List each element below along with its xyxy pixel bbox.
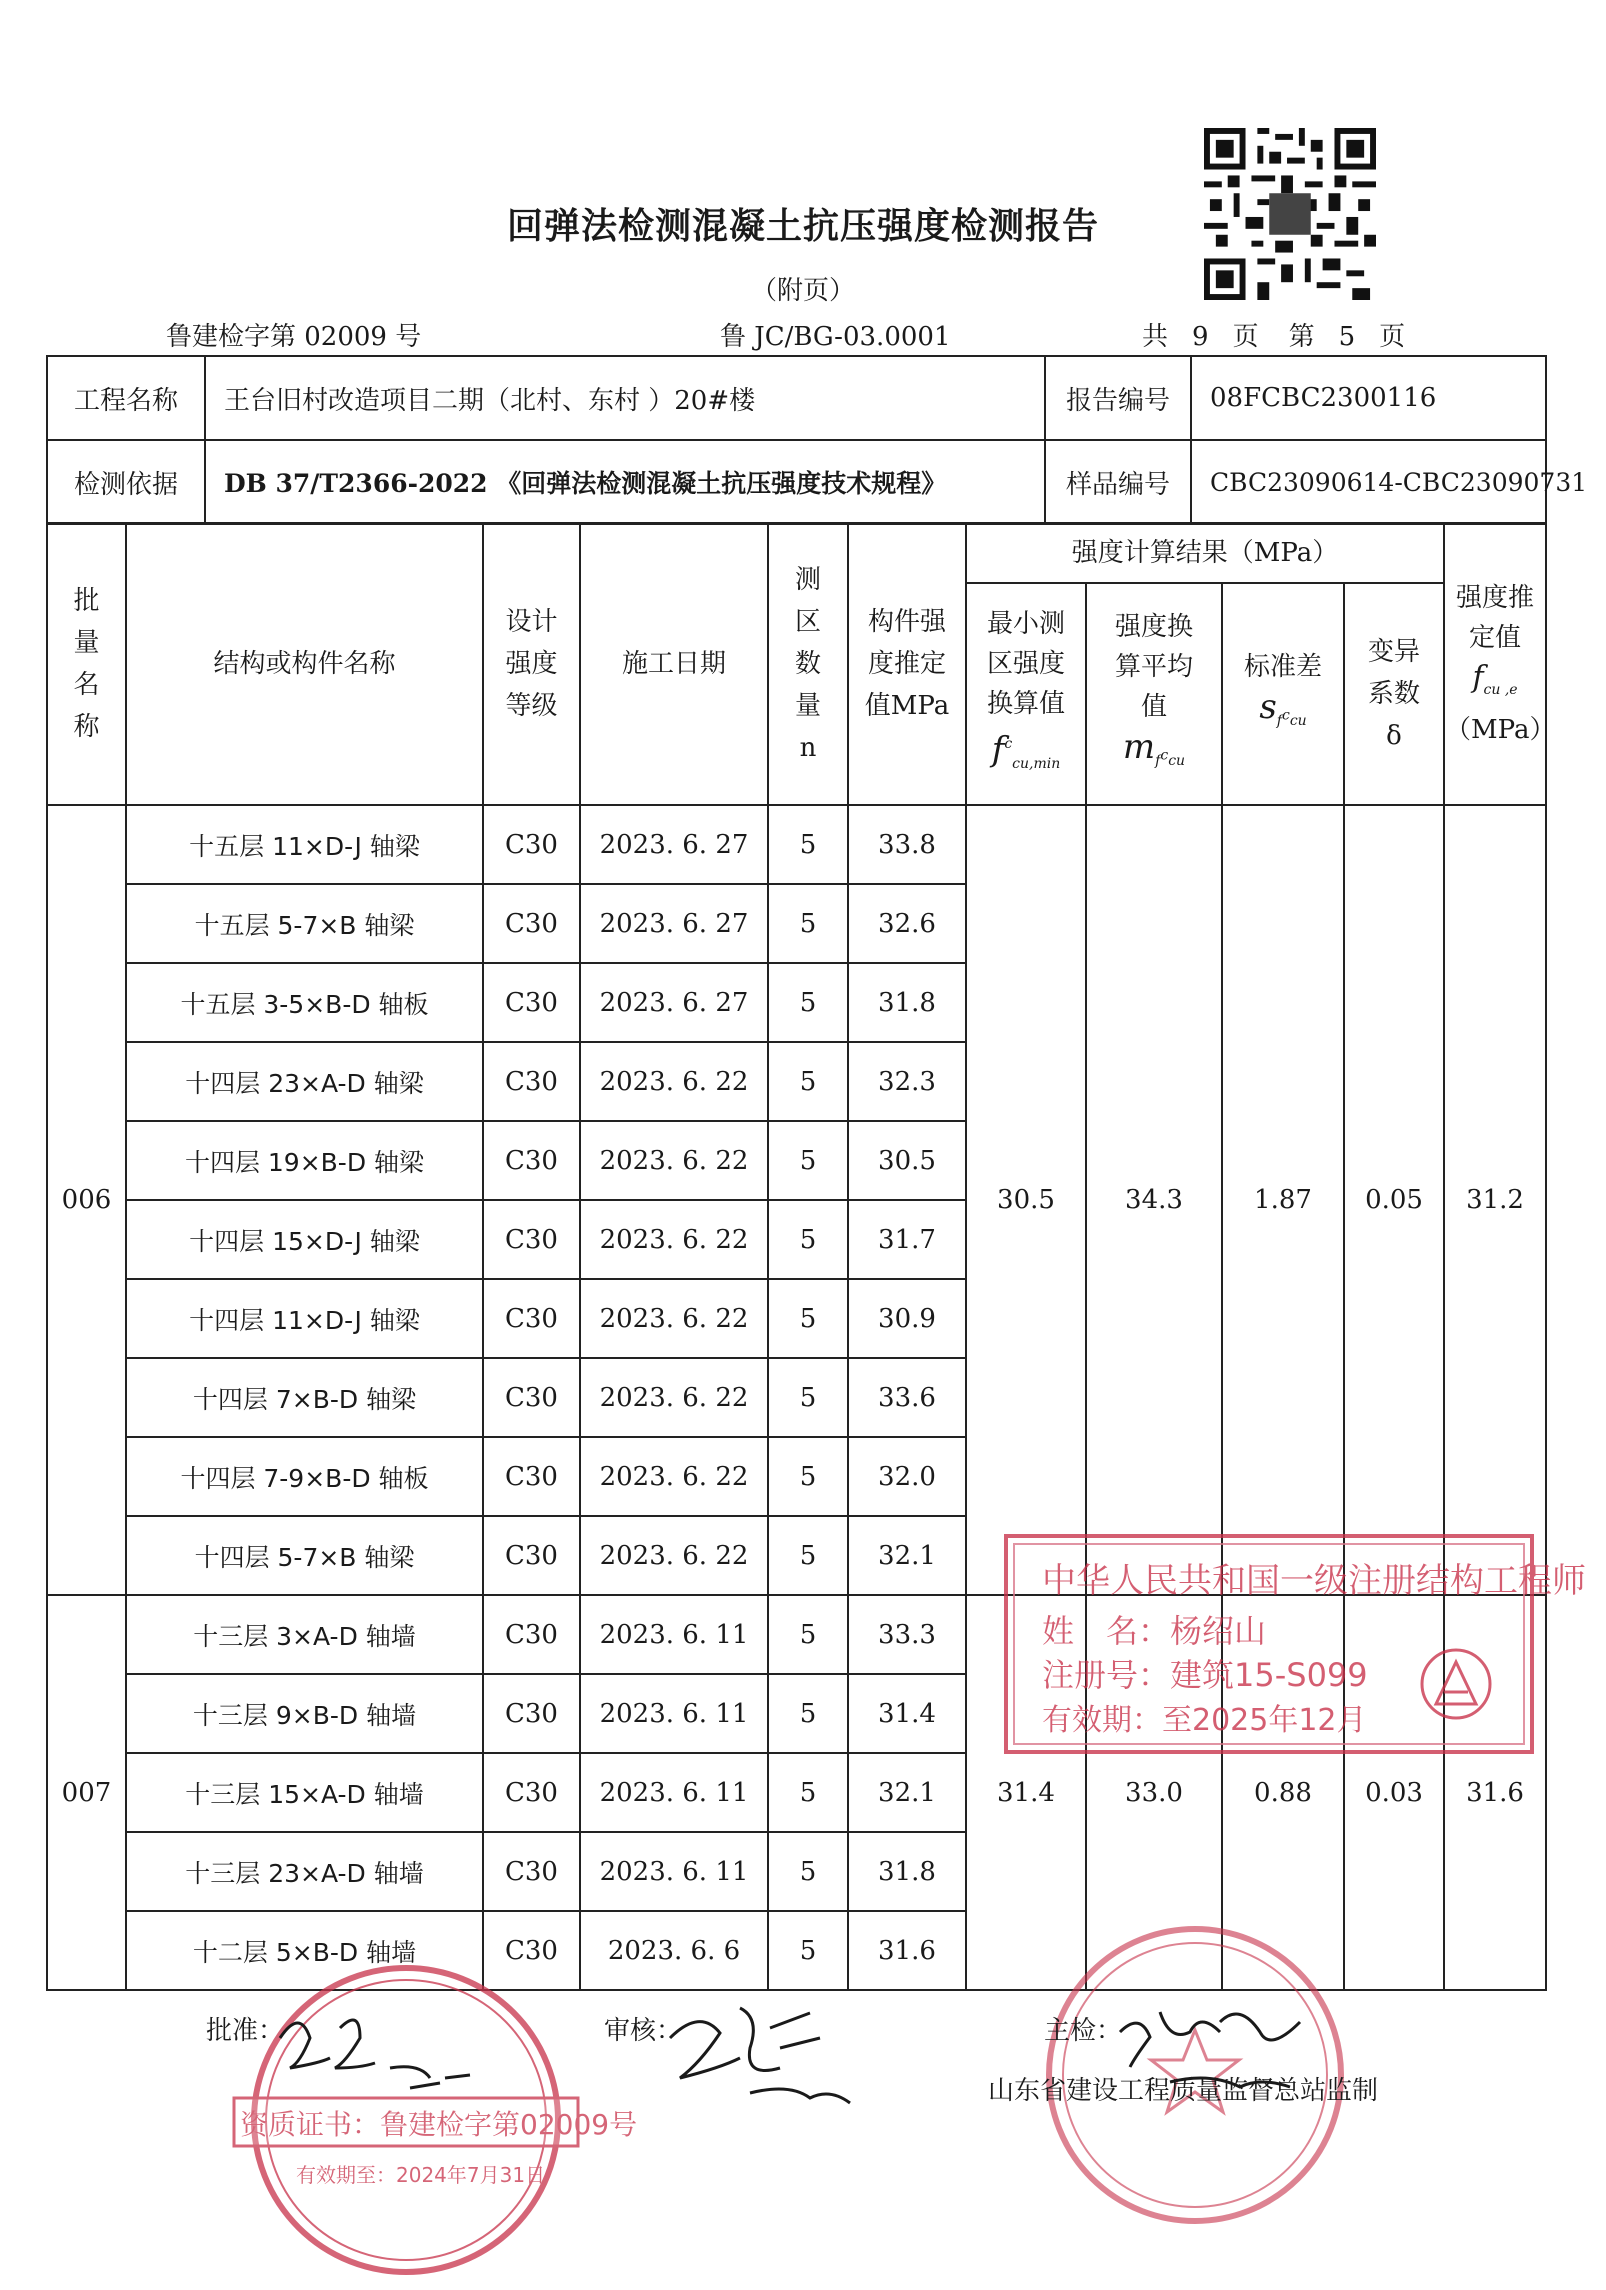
header-min: 最小测区强度换算值: [986, 608, 1065, 719]
design-grade: C30: [483, 805, 580, 884]
project-value: 王台旧村改造项目二期（北村、东村 ）20#楼: [205, 356, 1045, 440]
zone-count: 5: [768, 1437, 848, 1516]
approver-signature: [270, 1998, 490, 2118]
zone-count: 5: [768, 1595, 848, 1674]
member-name: 十四层 15×D-J 轴梁: [126, 1200, 483, 1279]
construction-date: 2023. 6. 22: [580, 1042, 768, 1121]
member-strength: 32.3: [848, 1042, 966, 1121]
construction-date: 2023. 6. 22: [580, 1358, 768, 1437]
member-name: 十五层 11×D-J 轴梁: [126, 805, 483, 884]
member-strength: 31.4: [848, 1674, 966, 1753]
header-estimate-unit: （MPa）: [1445, 715, 1556, 745]
construction-date: 2023. 6. 27: [580, 805, 768, 884]
member-name: 十四层 7-9×B-D 轴板: [126, 1437, 483, 1516]
report-subtitle: （附页）: [750, 276, 855, 306]
member-name: 十三层 15×A-D 轴墙: [126, 1753, 483, 1832]
svg-text:有效期：至2025年12月: 有效期：至2025年12月: [1042, 1703, 1367, 1738]
member-strength: 32.1: [848, 1516, 966, 1595]
batch-id: 006: [47, 805, 126, 1595]
member-name: 十三层 9×B-D 轴墙: [126, 1674, 483, 1753]
header-design-grade: 设计强度等级: [505, 607, 558, 721]
qr-code-icon: [1204, 128, 1376, 300]
reviewer-signature: [650, 1988, 890, 2118]
design-grade: C30: [483, 1516, 580, 1595]
batch-estimate: 31.2: [1444, 805, 1546, 1595]
table-row: [47, 805, 1546, 884]
header-member: 结构或构件名称: [126, 523, 483, 805]
batch-std: 0.88: [1222, 1595, 1344, 1990]
member-name: 十二层 5×B-D 轴墙: [126, 1911, 483, 1990]
results-table: [46, 522, 1556, 1991]
construction-date: 2023. 6. 6: [580, 1911, 768, 1990]
member-strength: 31.7: [848, 1200, 966, 1279]
header-member-strength: 构件强度推定值MPa: [864, 607, 950, 721]
basis-label: 检测依据: [47, 440, 205, 524]
construction-date: 2023. 6. 11: [580, 1674, 768, 1753]
member-strength: 32.0: [848, 1437, 966, 1516]
design-grade: C30: [483, 963, 580, 1042]
header-estimate: 强度推定值: [1456, 583, 1535, 653]
svg-text:姓 名：杨绍山: 姓 名：杨绍山: [1042, 1612, 1267, 1650]
member-strength: 33.3: [848, 1595, 966, 1674]
design-grade: C30: [483, 1042, 580, 1121]
member-strength: 31.8: [848, 963, 966, 1042]
batch-mean-strength: 33.0: [1086, 1595, 1222, 1990]
sample-no-value: CBC23090614-CBC23090731: [1191, 440, 1546, 524]
approve-label: 批准：: [206, 2016, 285, 2046]
header-std: 标准差: [1243, 651, 1322, 682]
construction-date: 2023. 6. 27: [580, 884, 768, 963]
member-name: 十四层 23×A-D 轴梁: [126, 1042, 483, 1121]
header-cv: 变异系数δ: [1367, 637, 1420, 751]
report-no-label: 报告编号: [1045, 356, 1191, 440]
batch-estimate: 31.6: [1444, 1595, 1546, 1990]
member-name: 十四层 7×B-D 轴梁: [126, 1358, 483, 1437]
construction-date: 2023. 6. 22: [580, 1121, 768, 1200]
member-strength: 33.6: [848, 1358, 966, 1437]
report-no-value: 08FCBC2300116: [1191, 356, 1546, 440]
svg-text:中华人民共和国一级注册结构工程师: 中华人民共和国一级注册结构工程师: [1042, 1561, 1586, 1601]
zone-count: 5: [768, 1516, 848, 1595]
sample-no-label: 样品编号: [1045, 440, 1191, 524]
member-strength: 30.5: [848, 1121, 966, 1200]
member-strength: 32.6: [848, 884, 966, 963]
member-strength: 31.8: [848, 1832, 966, 1911]
construction-date: 2023. 6. 22: [580, 1200, 768, 1279]
construction-date: 2023. 6. 27: [580, 963, 768, 1042]
zone-count: 5: [768, 884, 848, 963]
batch-std: 1.87: [1222, 805, 1344, 1595]
batch-min-strength: 31.4: [966, 1595, 1086, 1990]
design-grade: C30: [483, 1279, 580, 1358]
design-grade: C30: [483, 1595, 580, 1674]
member-name: 十四层 19×B-D 轴梁: [126, 1121, 483, 1200]
design-grade: C30: [483, 1832, 580, 1911]
header-mean: 强度换算平均值: [1114, 611, 1193, 722]
info-table: [46, 355, 1588, 525]
design-grade: C30: [483, 1200, 580, 1279]
construction-date: 2023. 6. 22: [580, 1516, 768, 1595]
basis-value: DB 37/T2366-2022 《回弹法检测混凝土抗压强度技术规程》: [205, 440, 1045, 524]
batch-id: 007: [47, 1595, 126, 1990]
check-label: 主检：: [1044, 2016, 1123, 2046]
page-indicator: 共 9 页 第 5 页: [1142, 322, 1406, 352]
construction-date: 2023. 6. 22: [580, 1279, 768, 1358]
header-batch: 批量名称: [73, 586, 100, 742]
zone-count: 5: [768, 963, 848, 1042]
member-name: 十三层 3×A-D 轴墙: [126, 1595, 483, 1674]
zone-count: 5: [768, 1832, 848, 1911]
design-grade: C30: [483, 1674, 580, 1753]
construction-date: 2023. 6. 11: [580, 1832, 768, 1911]
engineer-seal: [1004, 1534, 1586, 1754]
header-calc-group: 强度计算结果（MPa）: [966, 523, 1444, 583]
review-label: 审核：: [604, 2016, 683, 2046]
member-strength: 31.6: [848, 1911, 966, 1990]
supervision-note: 山东省建设工程质量监督总站监制: [988, 2076, 1379, 2106]
member-strength: 32.1: [848, 1753, 966, 1832]
header-date: 施工日期: [580, 523, 768, 805]
batch-mean-strength: 34.3: [1086, 805, 1222, 1595]
zone-count: 5: [768, 1674, 848, 1753]
svg-text:有效期至：2024年7月31日: 有效期至：2024年7月31日: [296, 2163, 546, 2187]
batch-cv: 0.05: [1344, 805, 1444, 1595]
member-name: 十五层 5-7×B 轴梁: [126, 884, 483, 963]
construction-date: 2023. 6. 11: [580, 1595, 768, 1674]
symbol-m-fcu: $m_{f^ccu}$: [1122, 726, 1186, 770]
header-zones: 测区数量n: [794, 565, 821, 763]
design-grade: C30: [483, 1121, 580, 1200]
zone-count: 5: [768, 1200, 848, 1279]
design-grade: C30: [483, 1753, 580, 1832]
zone-count: 5: [768, 1911, 848, 1990]
report-title: 回弹法检测混凝土抗压强度检测报告: [506, 205, 1099, 247]
zone-count: 5: [768, 1121, 848, 1200]
member-strength: 30.9: [848, 1279, 966, 1358]
construction-date: 2023. 6. 22: [580, 1437, 768, 1516]
zone-count: 5: [768, 805, 848, 884]
member-name: 十四层 5-7×B 轴梁: [126, 1516, 483, 1595]
svg-text:资质证书：鲁建检字第02009号: 资质证书：鲁建检字第02009号: [240, 2108, 638, 2141]
symbol-s-fcu: $s_{f^ccu}$: [1259, 686, 1307, 730]
project-label: 工程名称: [47, 356, 205, 440]
member-name: 十四层 11×D-J 轴梁: [126, 1279, 483, 1358]
design-grade: C30: [483, 1358, 580, 1437]
batch-cv: 0.03: [1344, 1595, 1444, 1990]
member-strength: 33.8: [848, 805, 966, 884]
zone-count: 5: [768, 1753, 848, 1832]
form-number: 鲁 JC/BG-03.0001: [720, 322, 951, 352]
design-grade: C30: [483, 884, 580, 963]
symbol-fcu-min: $f^c_{cu,min}$: [991, 729, 1061, 773]
design-grade: C30: [483, 1437, 580, 1516]
zone-count: 5: [768, 1279, 848, 1358]
member-name: 十三层 23×A-D 轴墙: [126, 1832, 483, 1911]
batch-min-strength: 30.5: [966, 805, 1086, 1595]
cert-number: 鲁建检字第 02009 号: [166, 322, 422, 352]
zone-count: 5: [768, 1042, 848, 1121]
member-name: 十五层 3-5×B-D 轴板: [126, 963, 483, 1042]
symbol-fcu-e: $f_{cu ,e}$: [1472, 660, 1518, 698]
zone-count: 5: [768, 1358, 848, 1437]
construction-date: 2023. 6. 11: [580, 1753, 768, 1832]
svg-text:注册号：建筑15-S099: 注册号：建筑15-S099: [1042, 1656, 1368, 1694]
design-grade: C30: [483, 1911, 580, 1990]
